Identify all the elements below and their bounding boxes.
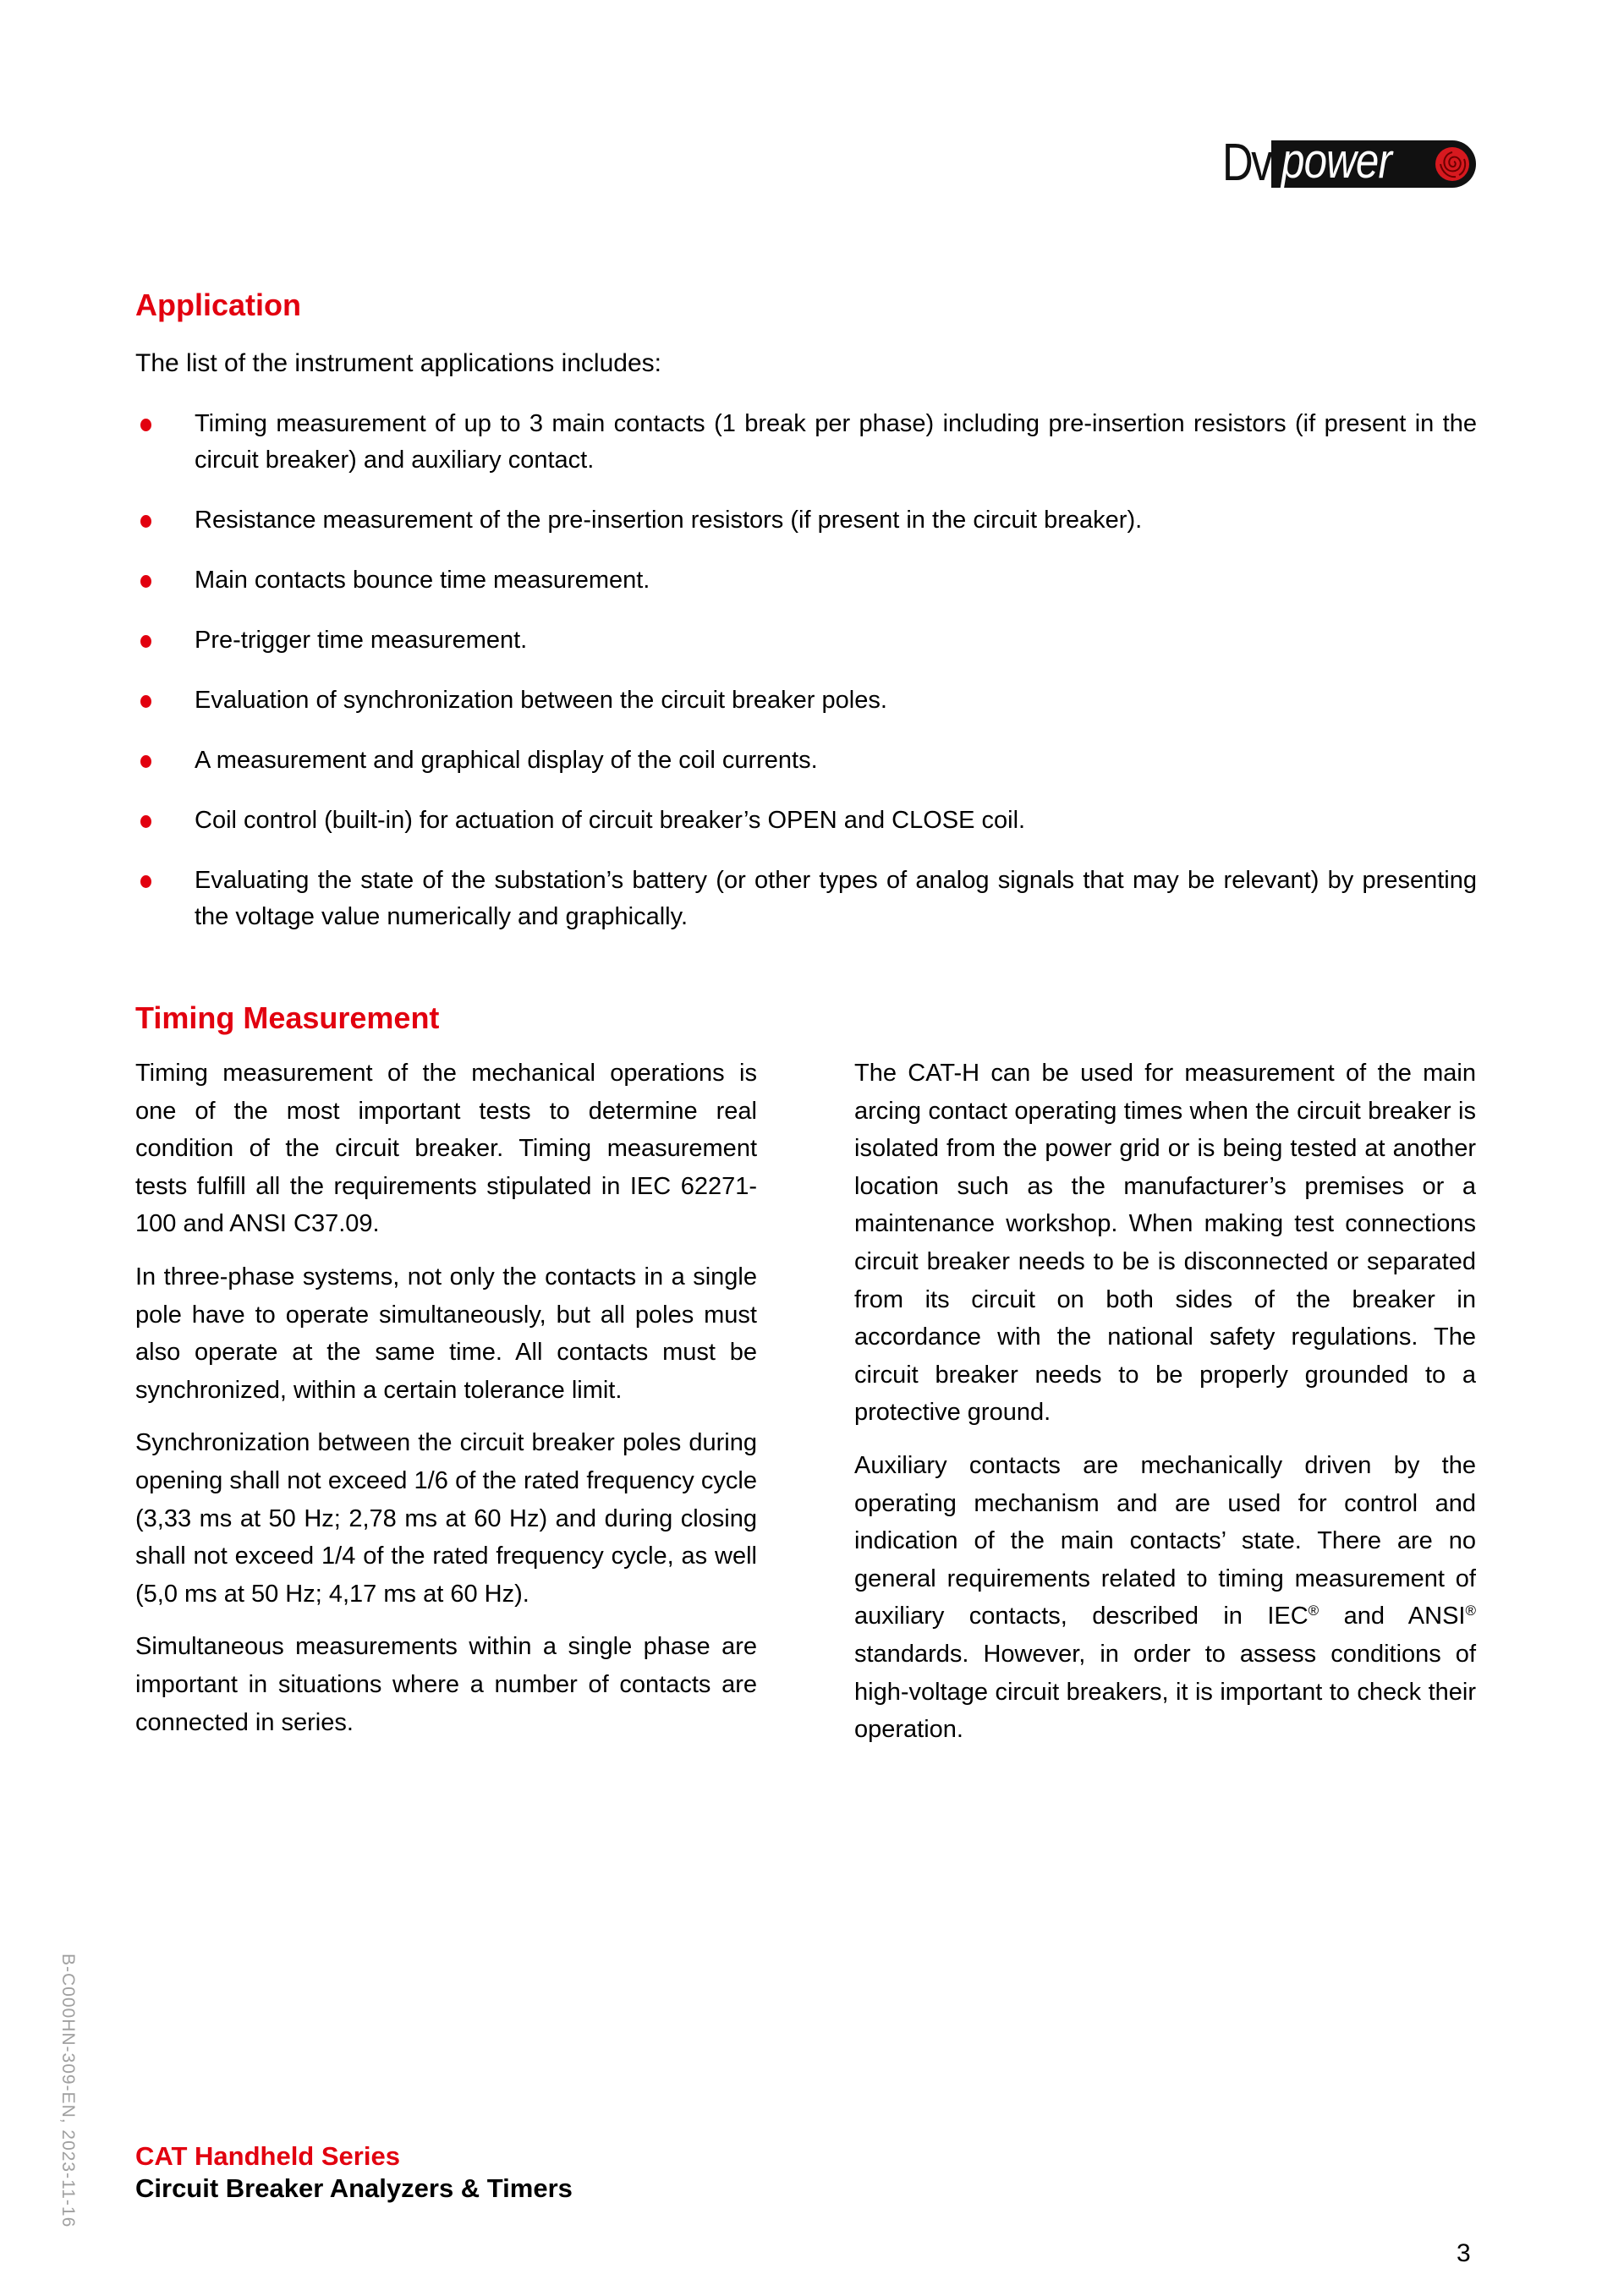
- timing-left-column: [135, 1055, 757, 1756]
- list-item: [135, 743, 1477, 779]
- text: standards. However, in order to assess conditions of high-voltage circuit breakers, it is important to check their operation.: [854, 1640, 1476, 1744]
- logo-text-dv: Dv: [1222, 134, 1271, 192]
- registered-mark: ®: [1308, 1603, 1320, 1619]
- list-item-text: Resistance measurement of the pre-insertion resistors (if present in the circuit breaker).: [195, 507, 1143, 534]
- bullet-icon: [140, 875, 151, 888]
- bullet-icon: [140, 575, 151, 588]
- list-item-text: Main contacts bounce time measurement.: [195, 567, 650, 594]
- footer-series: CAT Handheld Series: [135, 2141, 400, 2171]
- list-item: [135, 803, 1477, 839]
- list-item: [135, 502, 1477, 539]
- bullet-icon: [140, 815, 151, 828]
- list-item: [135, 682, 1477, 719]
- bullet-icon: [140, 635, 151, 648]
- application-heading: Application: [135, 288, 301, 322]
- list-item: [135, 863, 1477, 935]
- list-item-text: Timing measurement of up to 3 main contacts (1 break per phase) including pre-insertion resistors (if present in the circuit breaker) and auxiliary contact.: [195, 410, 1477, 474]
- logo-text-power: power: [1281, 134, 1392, 189]
- footer-subtitle: Circuit Breaker Analyzers & Timers: [135, 2173, 573, 2203]
- bullet-icon: [140, 515, 151, 528]
- paragraph: Timing measurement of the mechanical operations is one of the most important tests to determine real condition of the circuit breaker. Timing measurement tests fulfill all the requirements stipulated in IEC 62271-100 and ANSI C37.09.: [135, 1060, 757, 1238]
- application-list: [135, 406, 1477, 959]
- paragraph: Simultaneous measurements within a single phase are important in situations where a number of contacts are connected in series.: [135, 1633, 757, 1736]
- list-item: [135, 406, 1477, 479]
- bullet-icon: [140, 695, 151, 708]
- list-item-text: Pre-trigger time measurement.: [195, 627, 528, 654]
- bullet-icon: [140, 419, 151, 431]
- list-item-text: Evaluating the state of the substation’s battery (or other types of analog signals that may be relevant) by presenting the voltage value numerically and graphically.: [195, 867, 1477, 930]
- list-item-text: A measurement and graphical display of the coil currents.: [195, 747, 818, 774]
- application-intro: The list of the instrument applications includes:: [135, 349, 661, 377]
- page-number: 3: [1457, 2239, 1471, 2267]
- bullet-icon: [140, 755, 151, 768]
- paragraph: In three-phase systems, not only the contacts in a single pole have to operate simultaneously, but all poles must also operate at the same time. All contacts must be synchronized, within a certain tolerance limit.: [135, 1263, 757, 1404]
- timing-right-column: [854, 1055, 1476, 1764]
- timing-heading: Timing Measurement: [135, 1000, 440, 1035]
- list-item: [135, 622, 1477, 659]
- registered-mark: ®: [1465, 1603, 1476, 1619]
- text: Auxiliary contacts are mechanically driven by the operating mechanism and are used for control and indication of the main contacts’ state. There are no general requirements related to timing measurement of auxiliary contacts, described in IEC: [854, 1451, 1476, 1630]
- list-item-text: Coil control (built-in) for actuation of circuit breaker’s OPEN and CLOSE coil.: [195, 807, 1026, 834]
- paragraph: Synchronization between the circuit breaker poles during opening shall not exceed 1/6 of the rated frequency cycle (3,33 ms at 50 Hz; 2,78 ms at 60 Hz) and during closing shall not exceed 1/4 of the rated frequency cycle, as well (5,0 ms at 50 Hz; 4,17 ms at 60 Hz).: [135, 1429, 757, 1608]
- paragraph: The CAT-H can be used for measurement of the main arcing contact operating times when the circuit breaker is isolated from the power grid or is being tested at another location such as the manufacturer’s premises or a maintenance workshop. When making test connections circuit breaker needs to be is disconnected or separated from its circuit on both sides of the breaker in accordance with the national safety regulations. The circuit breaker needs to be properly grounded to a protective ground.: [854, 1060, 1476, 1427]
- list-item: [135, 562, 1477, 599]
- list-item-text: Evaluation of synchronization between the circuit breaker poles.: [195, 687, 887, 714]
- rose-icon: [1434, 145, 1471, 183]
- text: and ANSI: [1319, 1603, 1466, 1630]
- dv-power-logo: [1222, 135, 1476, 191]
- document-code: B-C000HN-309-EN, 2023-11-16: [58, 1954, 78, 2228]
- auxiliary-paragraph: [854, 1447, 1476, 1749]
